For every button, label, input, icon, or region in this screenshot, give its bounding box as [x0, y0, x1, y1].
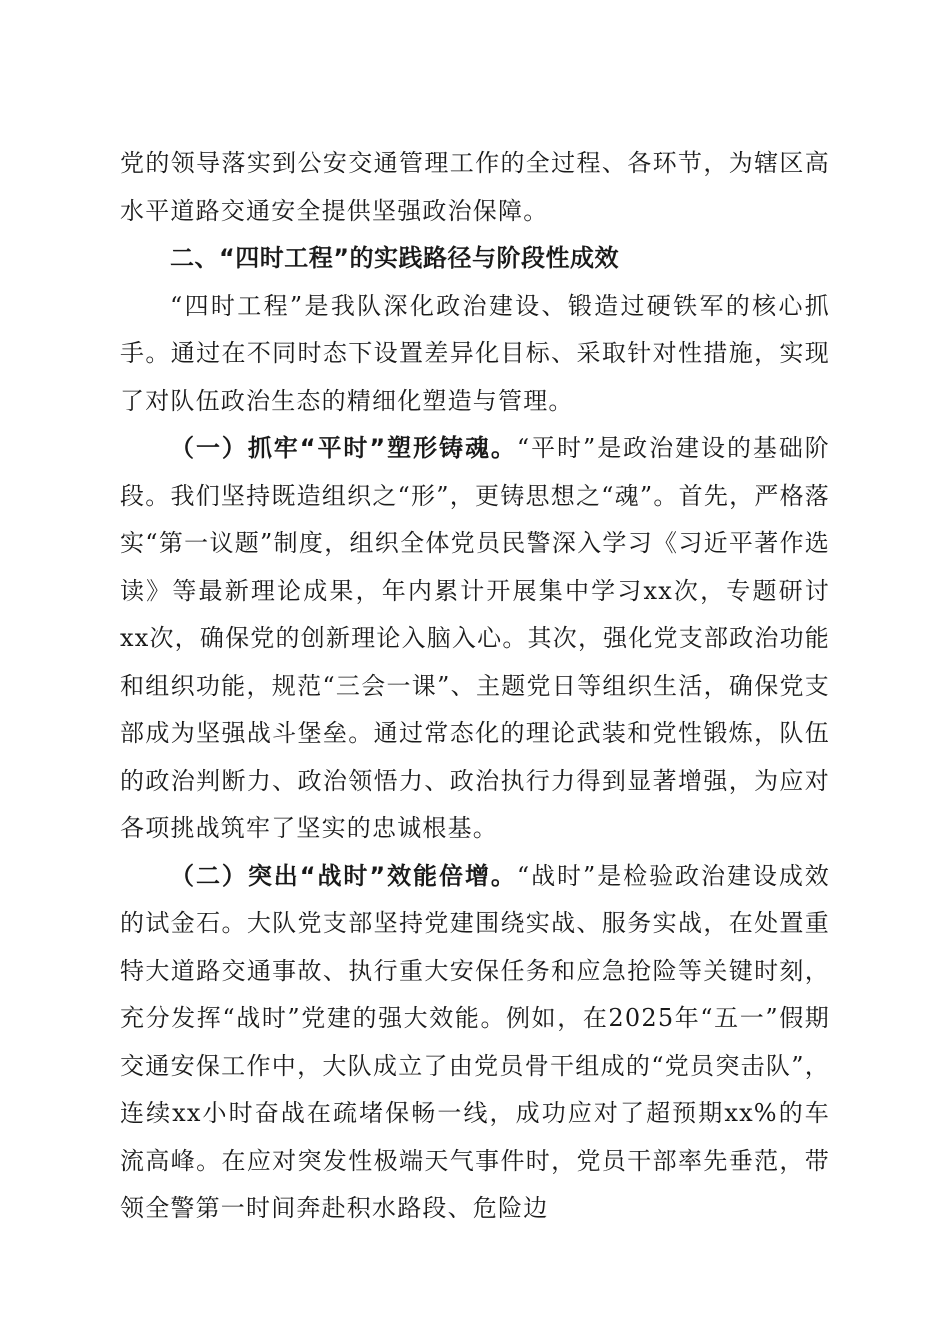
paragraph-intro: “四时工程”是我队深化政治建设、锻造过硬铁军的核心抓手。通过在不同时态下设置差异化目标、采取针对性措施，实现了对队伍政治生态的精细化塑造与管理。 — [120, 291, 830, 415]
paragraph-continued: 党的领导落实到公安交通管理工作的全过程、各环节，为辖区高水平道路交通安全提供坚强政治保障。 — [120, 149, 830, 225]
paragraph-pingshi-text: “平时”是政治建设的基础阶段。我们坚持既造组织之“形”，更铸思想之“魂”。首先，严格落实“第一议题”制度，组织全体党员民警深入学习《习近平著作选读》等最新理论成果，年内累计开展集中学习xx次，专题研讨xx次，确保党的创新理论入脑入心。其次，强化党支部政治功能和组织功能，规范“三会一课”、主题党日等组织生活，确保党支部成为坚强战斗堡垒。通过常态化的理论武装和党性锻炼，队伍的政治判断力、政治领悟力、政治执行力得到显著增强，为应对各项挑战筑牢了坚实的忠诚根基。 — [120, 434, 830, 842]
subheading-pingshi: （一）抓牢“平时”塑形铸魂。 — [170, 434, 517, 462]
paragraph-pingshi — [120, 425, 830, 853]
subheading-zhanshi: （二）突出“战时”效能倍增。 — [170, 861, 517, 890]
section-heading: 二、“四时工程”的实践路径与阶段性成效 — [170, 244, 620, 272]
paragraph-zhanshi-text: “战时”是检验政治建设成效的试金石。大队党支部坚持党建围绕实战、服务实战，在处置重特大道路交通事故、执行重大安保任务和应急抢险等关键时刻，充分发挥“战时”党建的强大效能。例如，在2025年“五一”假期交通安保工作中，大队成立了由党员骨干组成的“党员突击队”，连续xx小时奋战在疏堵保畅一线，成功应对了超预期xx%的车流高峰。在应对突发性极端天气事件时，党员干部率先垂范，带领全警第一时间奔赴积水路段、危险边 — [120, 861, 830, 1222]
paragraph-zhanshi — [120, 853, 830, 1233]
document-body — [120, 140, 830, 1233]
